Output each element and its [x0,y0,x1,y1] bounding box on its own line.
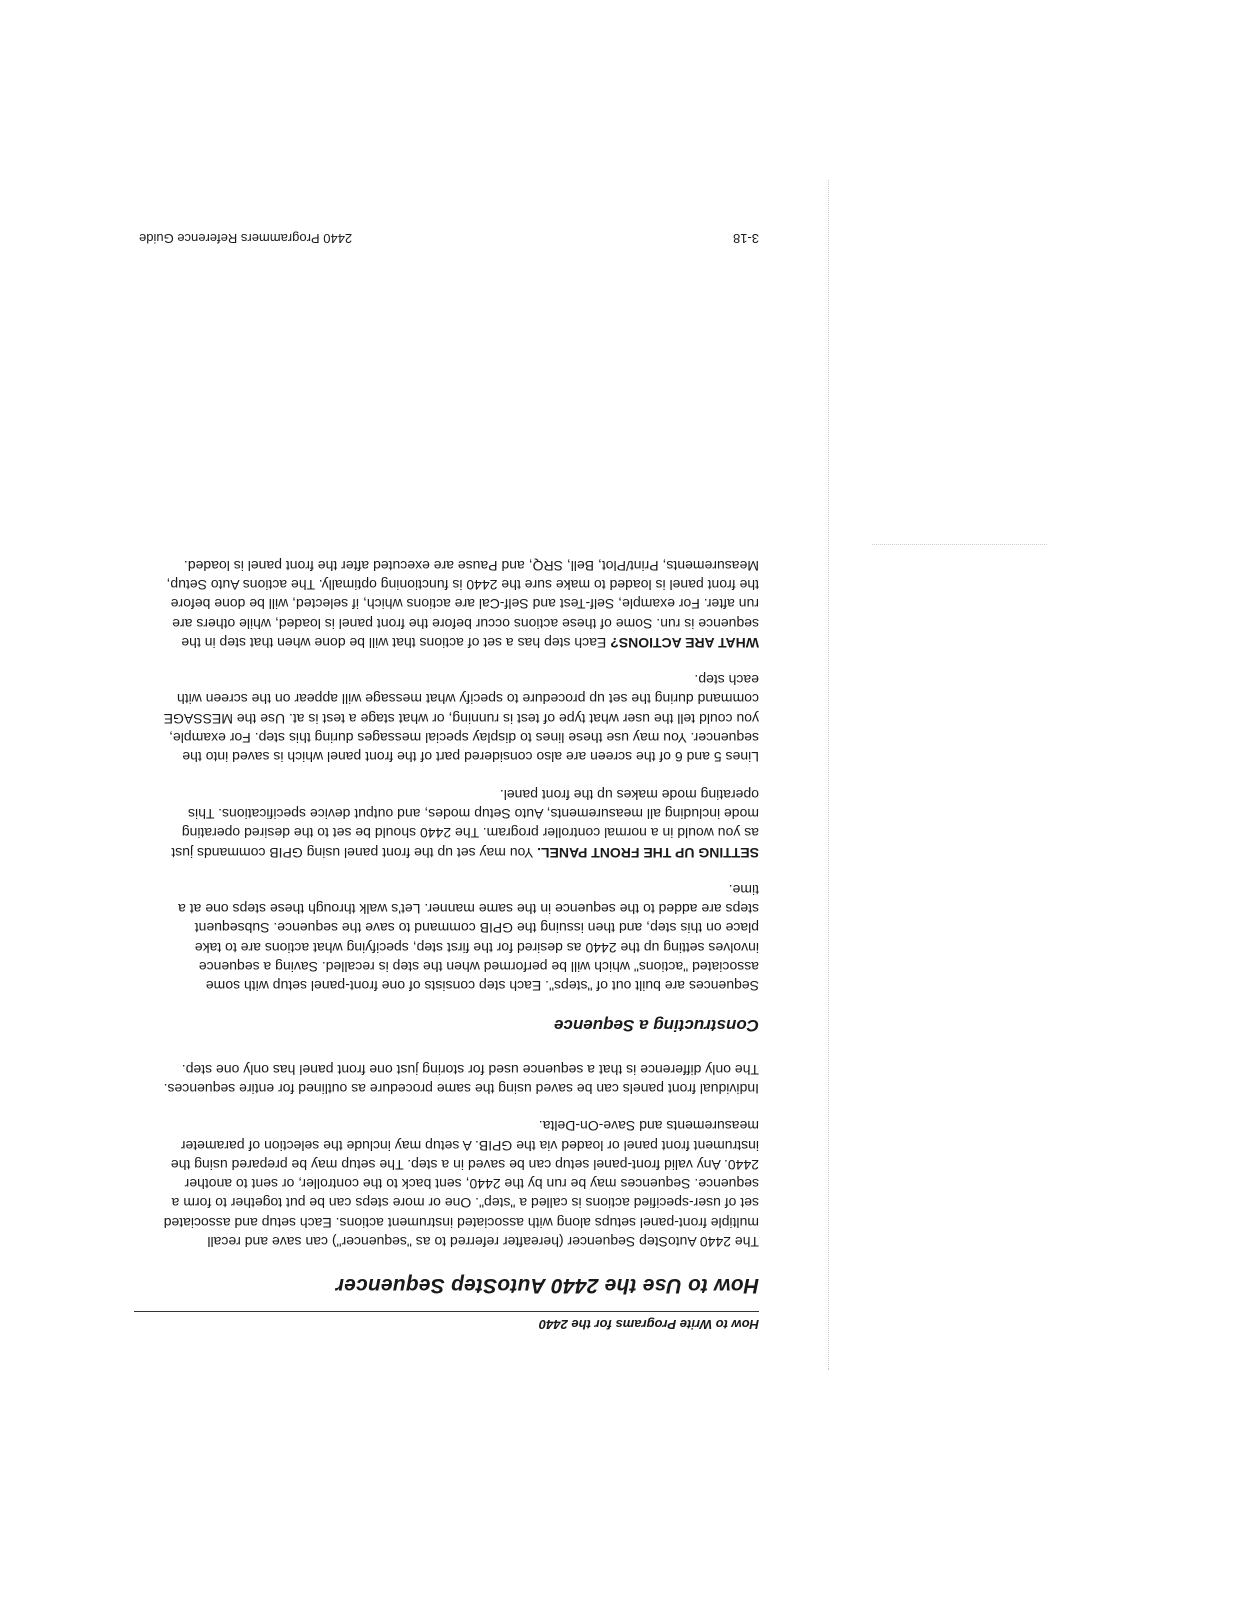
intro-paragraph-2: Individual front panels can be saved using the same procedure as outlined for entire sequences. The only difference is that a sequence used for storing just one front panel has only one step. [163,1061,759,1097]
what-are-actions-heading: WHAT ARE ACTIONS? [610,634,759,651]
section-paragraph-3 [161,670,759,766]
page-body [134,537,759,1332]
section-paragraph-2 [161,784,759,861]
guide-title: 2440 Programmers Reference Guide [139,231,353,246]
section-paragraph-3-text: Lines 5 and 6 of the screen are also considered part of the front panel which is saved into the sequencer. You may use these lines to display special messages during this step. For example, you could tell the user what type of test is running, or what stage a test is at. Use the MESSAGE command during the set up procedure to specify what message will appear on the screen with each step. [163,672,759,766]
page-footer [139,231,759,246]
setting-up-front-panel-heading: SETTING UP THE FRONT PANEL. [537,844,759,861]
page-number: 3-18 [732,231,759,246]
running-head: How to Write Programs for the 2440 [134,1311,759,1332]
section-title: Constructing a Sequence [554,1016,759,1036]
scan-artifact-line [872,544,1047,545]
scan-edge-line [828,180,829,1370]
section-paragraph-2-text: You may set up the front panel using GPIB commands just as you would in a normal controller program. The 2440 should be set to the desired operating mode including all measurements, Auto Setup modes, and output device specifications. This operating mode makes up the front panel. [171,786,759,861]
intro-paragraph-1: The 2440 AutoStep Sequencer (hereafter referred to as "sequencer") can save and recall multiple front-panel setups along with associated instrument actions. Each setup and associated set of user-specified actions is called a "step". One or more steps can be put together to form a sequence. Sequences may be run by the 2440, sent back to the controller, or sent to another 2440. Any valid front-panel setup can be saved in a step. The setup may be prepared using the instrument front panel or loaded via the GPIB. A setup may include the selection of parameter measurements and Save-On-Delta. [163,1118,759,1250]
section-paragraph-4-text: Each step has a set of actions that will be done when that step in the sequence is run. Some of these actions occur before the front panel is loaded, while others are run after. For example, Self-Test and Self-Cal are actions which, if selected, will be done before the front panel is loaded to make sure the 2440 is functioning optimally. The actions Auto Setup, Measurements, Print/Plot, Bell, SRQ, and Pause are executed after the front panel is loaded. [166,557,759,651]
section-paragraph-1 [161,880,759,996]
page-title: How to Use the 2440 AutoStep Sequencer [335,1274,759,1297]
section-paragraph-4 [161,555,759,651]
section-paragraph-1-text: Sequences are built out of "steps". Each step consists of one front-panel setup with some associated "actions" which will be performed when the step is recalled. Saving a sequence involves setting up the 2440 as desired for the first step, specifying what actions are to take place on this step, and then issuing the GPIB command to save the sequence. Subsequent steps are added to the sequence in the same manner. Let's walk through these steps one at a time. [178,881,759,995]
